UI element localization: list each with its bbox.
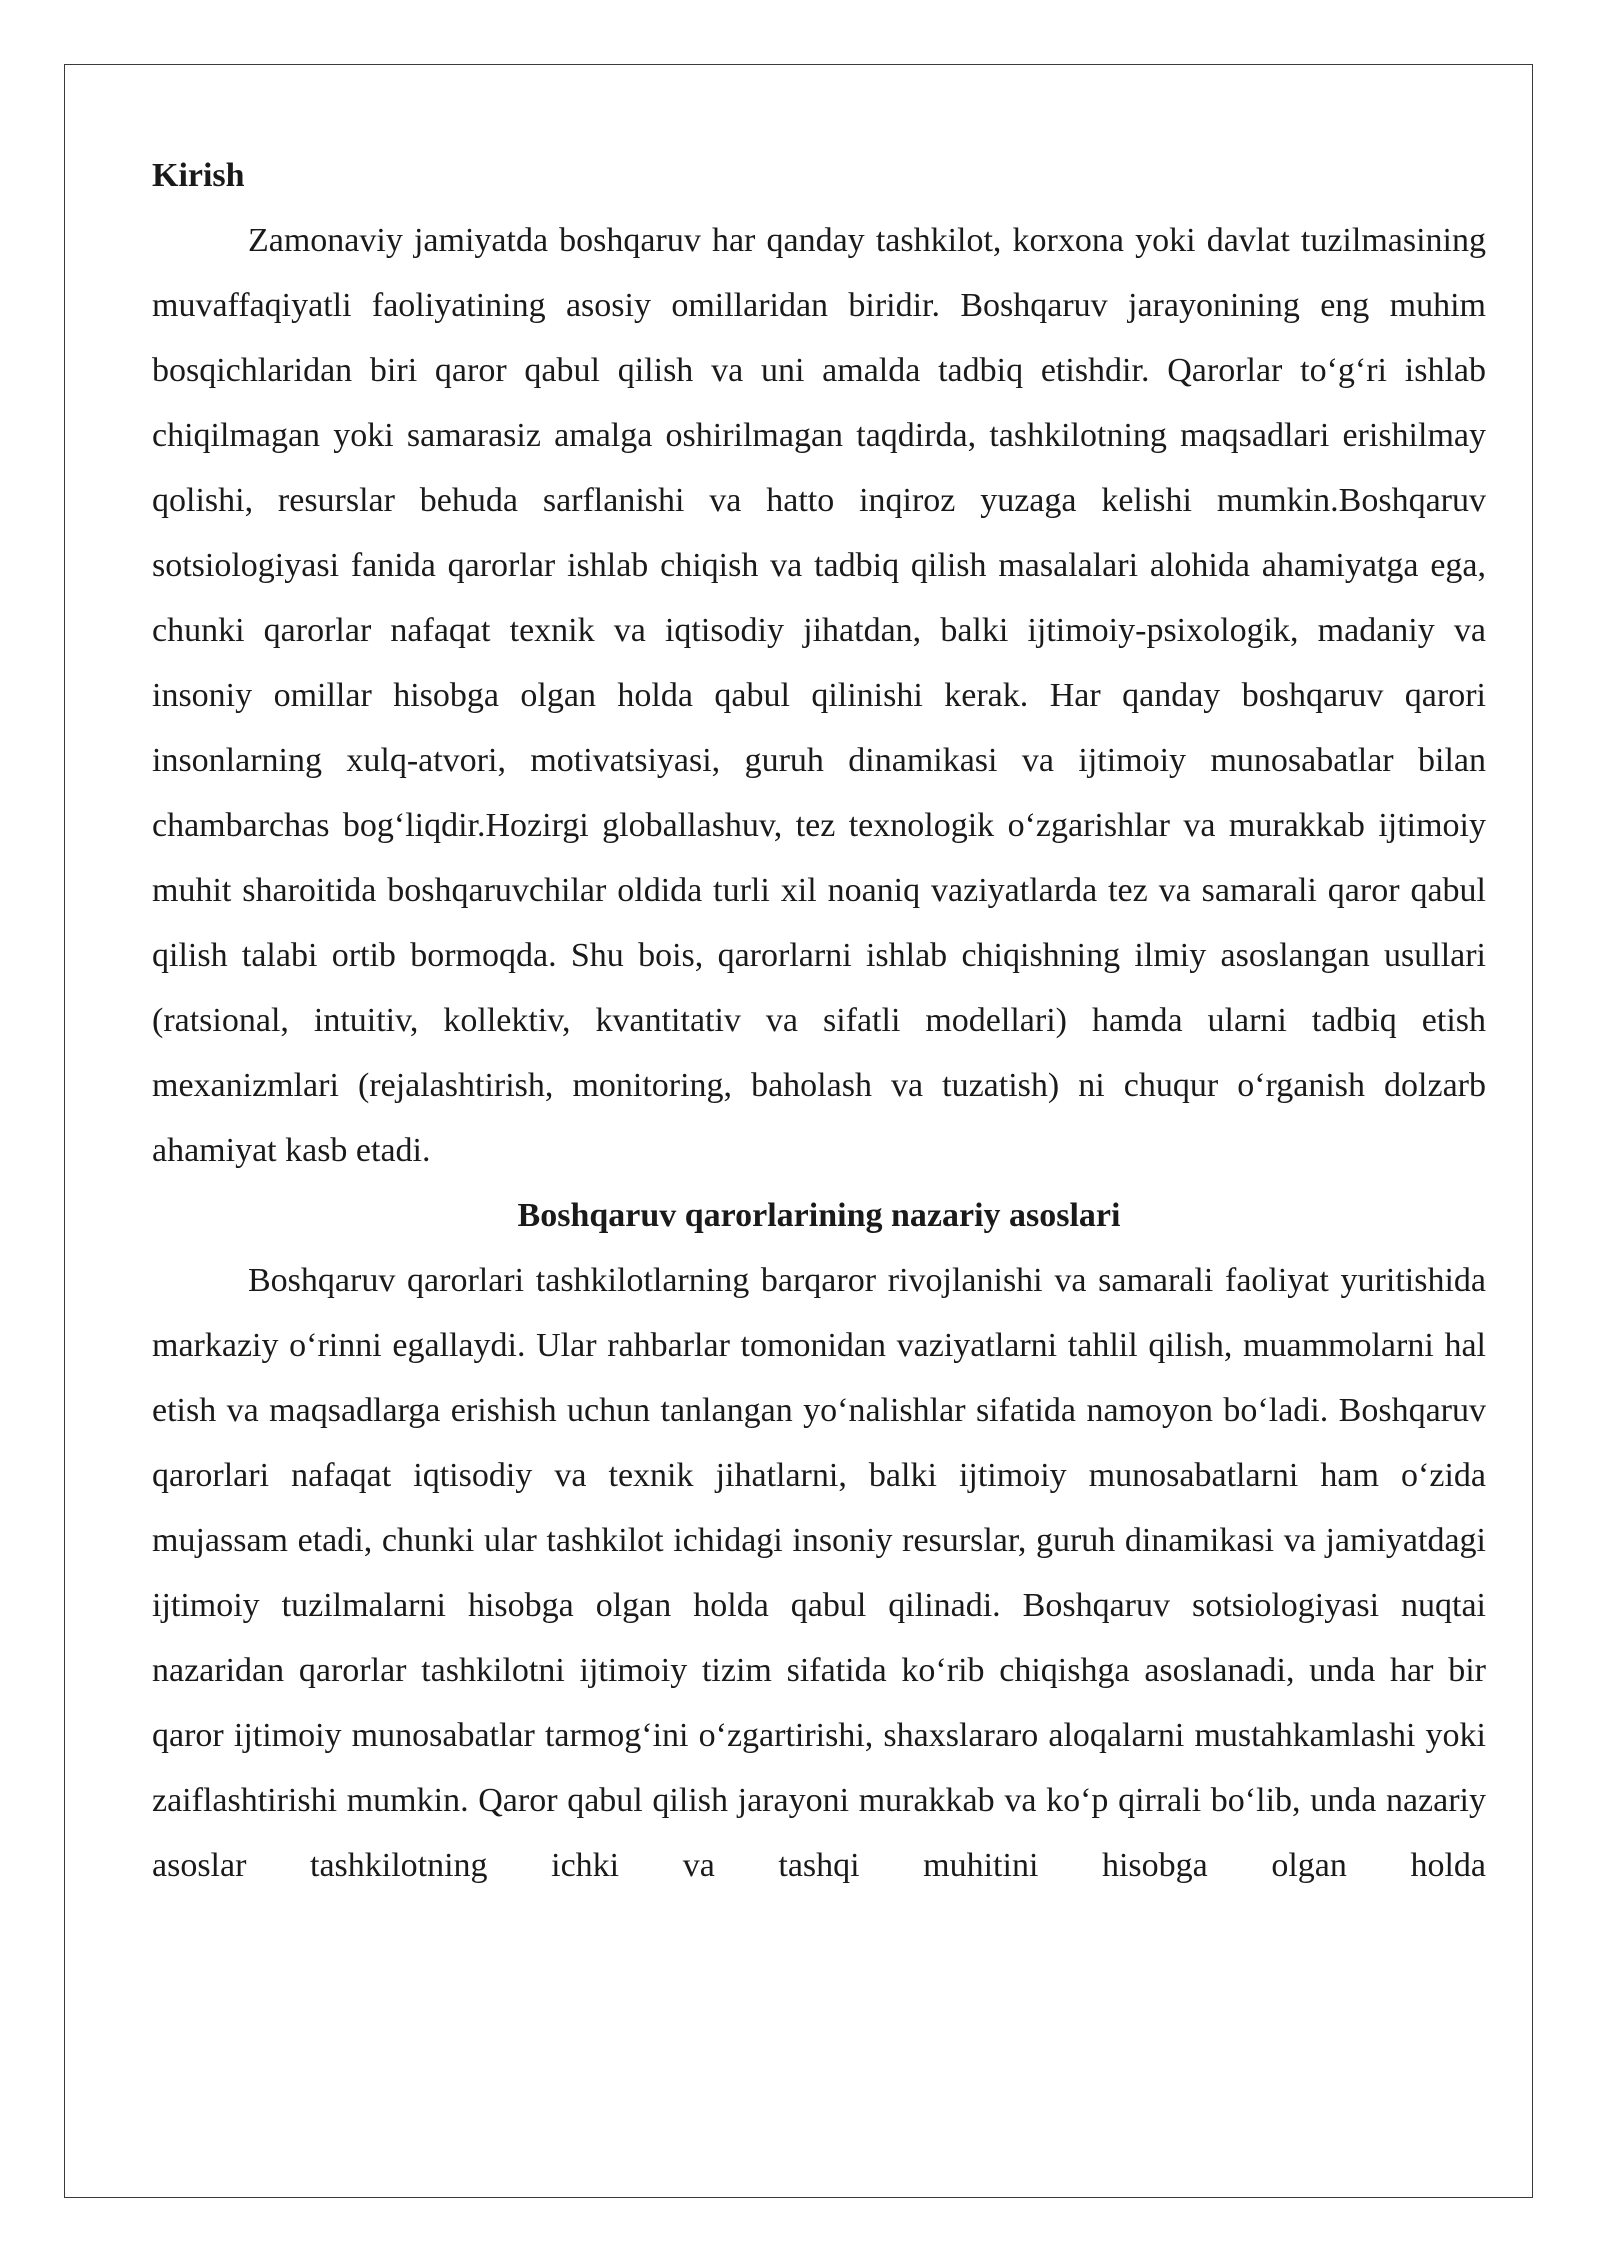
section-paragraph: Boshqaruv qarorlari tashkilotlarning barqaror rivojlanishi va samarali faoliyat yuritishida markaziy o‘rinni egallaydi. Ular rahbarlar tomonidan vaziyatlarni tahlil qilish, muammolarni hal etish va maqsadlarga erishish uchun tanlangan yo‘nalishlar sifatida namoyon bo‘ladi. Boshqaruv qarorlari nafaqat iqtisodiy va texnik jihatlarni, balki ijtimoiy munosabatlarni ham o‘zida mujassam etadi, chunki ular tashkilot ichidagi insoniy resurslar, guruh dinamikasi va jamiyatdagi ijtimoiy tuzilmalarni hisobga olgan holda qabul qilinadi. Boshqaruv sotsiologiyasi nuqtai nazaridan qarorlar tashkilotni ijtimoiy tizim sifatida ko‘rib chiqishga asoslanadi, unda har bir qaror ijtimoiy munosabatlar tarmog‘ini o‘zgartirishi, shaxslararo aloqalarni mustahkamlashi yoki zaiflashtirishi mumkin. Qaror qabul qilish jarayoni murakkab va ko‘p qirrali bo‘lib, unda nazariy asoslar tashkilotning ichki va tashqi muhitini hisobga olgan holda: [152, 1262, 1486, 1884]
intro-paragraph: Zamonaviy jamiyatda boshqaruv har qanday tashkilot, korxona yoki davlat tuzilmasining muvaffaqiyatli faoliyatining asosiy omillaridan biridir. Boshqaruv jarayonining eng muhim bosqichlaridan biri qaror qabul qilish va uni amalda tadbiq etishdir. Qarorlar to‘g‘ri ishlab chiqilmagan yoki samarasiz amalga oshirilmagan taqdirda, tashkilotning maqsadlari erishilmay qolishi, resurslar behuda sarflanishi va hatto inqiroz yuzaga kelishi mumkin.Boshqaruv sotsiologiyasi fanida qarorlar ishlab chiqish va tadbiq qilish masalalari alohida ahamiyatga ega, chunki qarorlar nafaqat texnik va iqtisodiy jihatdan, balki ijtimoiy-psixologik, madaniy va insoniy omillar hisobga olgan holda qabul qilinishi kerak. Har qanday boshqaruv qarori insonlarning xulq-atvori, motivatsiyasi, guruh dinamikasi va ijtimoiy munosabatlar bilan chambarchas bog‘liqdir.Hozirgi globallashuv, tez texnologik o‘zgarishlar va murakkab ijtimoiy muhit sharoitida boshqaruvchilar oldida turli xil noaniq vaziyatlarda tez va samarali qaror qabul qilish talabi ortib bormoqda. Shu bois, qarorlarni ishlab chiqishning ilmiy asoslangan usullari (ratsional, intuitiv, kollektiv, kvantitativ va sifatli modellari) hamda ularni tadbiq etish mexanizmlari (rejalashtirish, monitoring, baholash va tuzatish) ni chuqur o‘rganish dolzarb ahamiyat kasb etadi.: [152, 222, 1486, 1169]
section-heading: Boshqaruv qarorlarining nazariy asoslari: [517, 1197, 1121, 1234]
intro-heading: Kirish: [152, 157, 245, 194]
document-body: [152, 143, 1486, 1898]
